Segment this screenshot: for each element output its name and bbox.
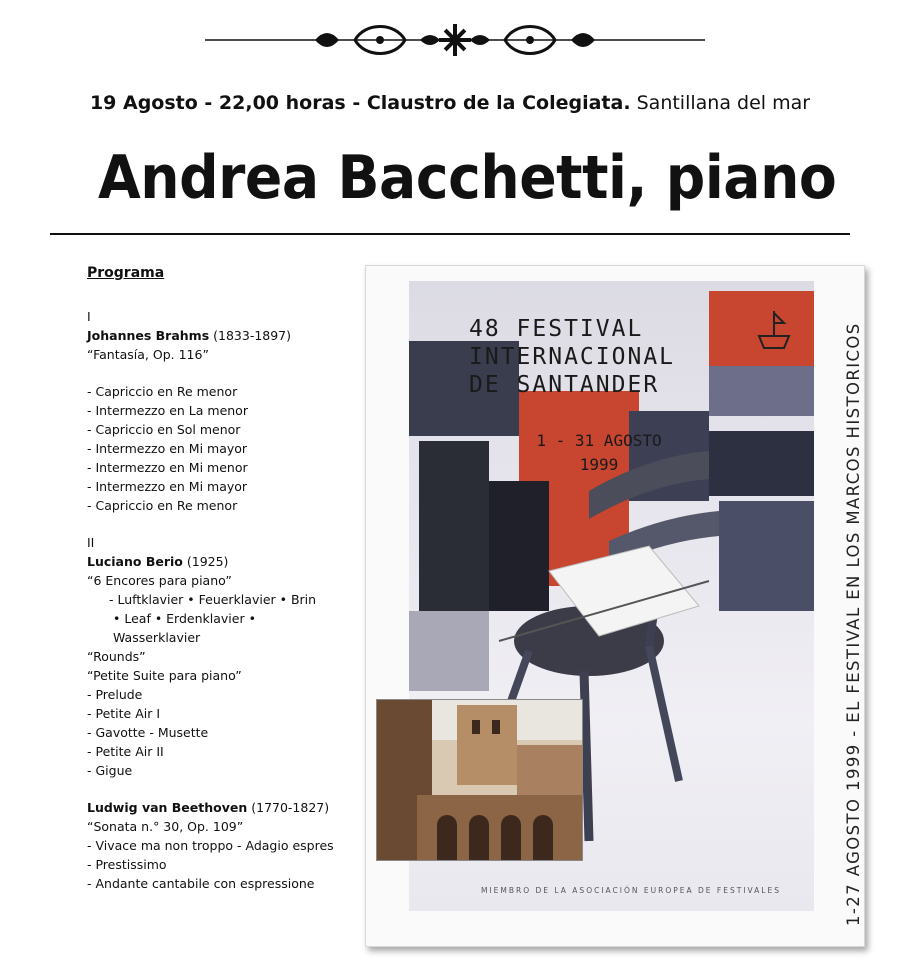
composer-dates: (1770-1827) — [251, 800, 330, 815]
poster-title-line: 48 FESTIVAL — [469, 316, 644, 342]
composer-dates: (1833-1897) — [213, 328, 292, 343]
composer-dates: (1925) — [186, 554, 229, 569]
list-item: - Capriccio en Re menor — [87, 498, 238, 513]
list-item: - Intermezzo en Mi mayor — [87, 441, 248, 456]
festival-poster — [365, 265, 865, 947]
work-title: “Fantasía, Op. 116” — [87, 347, 209, 362]
poster-year: 1999 — [579, 455, 619, 474]
list-item: - Andante cantabile con espressione — [87, 876, 315, 891]
work-title: “6 Encores para piano” — [87, 573, 232, 588]
work-title: “Petite Suite para piano” — [87, 668, 242, 683]
composer-name: Luciano Berio — [87, 554, 183, 569]
composer-name: Ludwig van Beethoven — [87, 800, 248, 815]
list-item: - Intermezzo en Mi menor — [87, 460, 248, 475]
poster-title-line: INTERNACIONAL — [469, 344, 676, 370]
movement-list — [87, 382, 347, 515]
event-date-time-venue: 19 Agosto - 22,00 horas - Claustro de la Colegiata. — [89, 92, 631, 114]
list-item: - Capriccio en Re menor — [87, 384, 238, 399]
part-numeral: II — [87, 535, 95, 550]
part-numeral: I — [87, 309, 91, 324]
poster-side-text: 1-27 AGOSTO 1999 - EL FESTIVAL EN LOS MARCOS HISTORICOS — [844, 322, 863, 926]
program-column — [87, 264, 347, 893]
list-item: - Petite Air I — [87, 706, 161, 721]
composer-line — [87, 552, 347, 571]
list-item: - Intermezzo en Mi mayor — [87, 479, 248, 494]
poster-title — [469, 315, 739, 399]
poster-title-line: DE SANTANDER — [469, 372, 660, 398]
work-title: “Sonata n.° 30, Op. 109” — [87, 819, 244, 834]
poster-date-range: 1 - 31 AGOSTO — [536, 431, 662, 450]
movement-list — [87, 836, 347, 893]
title-rule — [50, 233, 850, 235]
composer-line — [87, 326, 347, 345]
list-item: - Gigue — [87, 763, 133, 778]
poster-footer: MIEMBRO DE LA ASOCIACIÓN EUROPEA DE FESTIVALES — [481, 886, 781, 895]
list-item: - Capriccio en Sol menor — [87, 422, 241, 437]
encores-line: - Luftklavier • Feuerklavier • Brin — [109, 592, 317, 607]
poster-dates — [519, 429, 679, 477]
program-heading: Programa — [87, 265, 165, 281]
page-title: Andrea Bacchetti, piano — [98, 143, 837, 213]
event-town: Santillana del mar — [636, 92, 811, 114]
suite-list — [87, 685, 347, 780]
list-item: - Intermezzo en La menor — [87, 403, 248, 418]
event-details — [0, 92, 900, 114]
list-item: - Vivace ma non troppo - Adagio espres — [87, 838, 334, 853]
list-item: - Prestissimo — [87, 857, 167, 872]
list-item: - Gavotte - Musette — [87, 725, 209, 740]
encores-line: • Leaf • Erdenklavier • Wasserklavier — [113, 611, 256, 645]
work-title: “Rounds” — [87, 649, 146, 664]
list-item: - Prelude — [87, 687, 143, 702]
decorative-ornament — [205, 20, 705, 60]
composer-line — [87, 798, 347, 817]
list-item: - Petite Air II — [87, 744, 164, 759]
composer-name: Johannes Brahms — [87, 328, 210, 343]
cloister-photo — [376, 699, 583, 861]
